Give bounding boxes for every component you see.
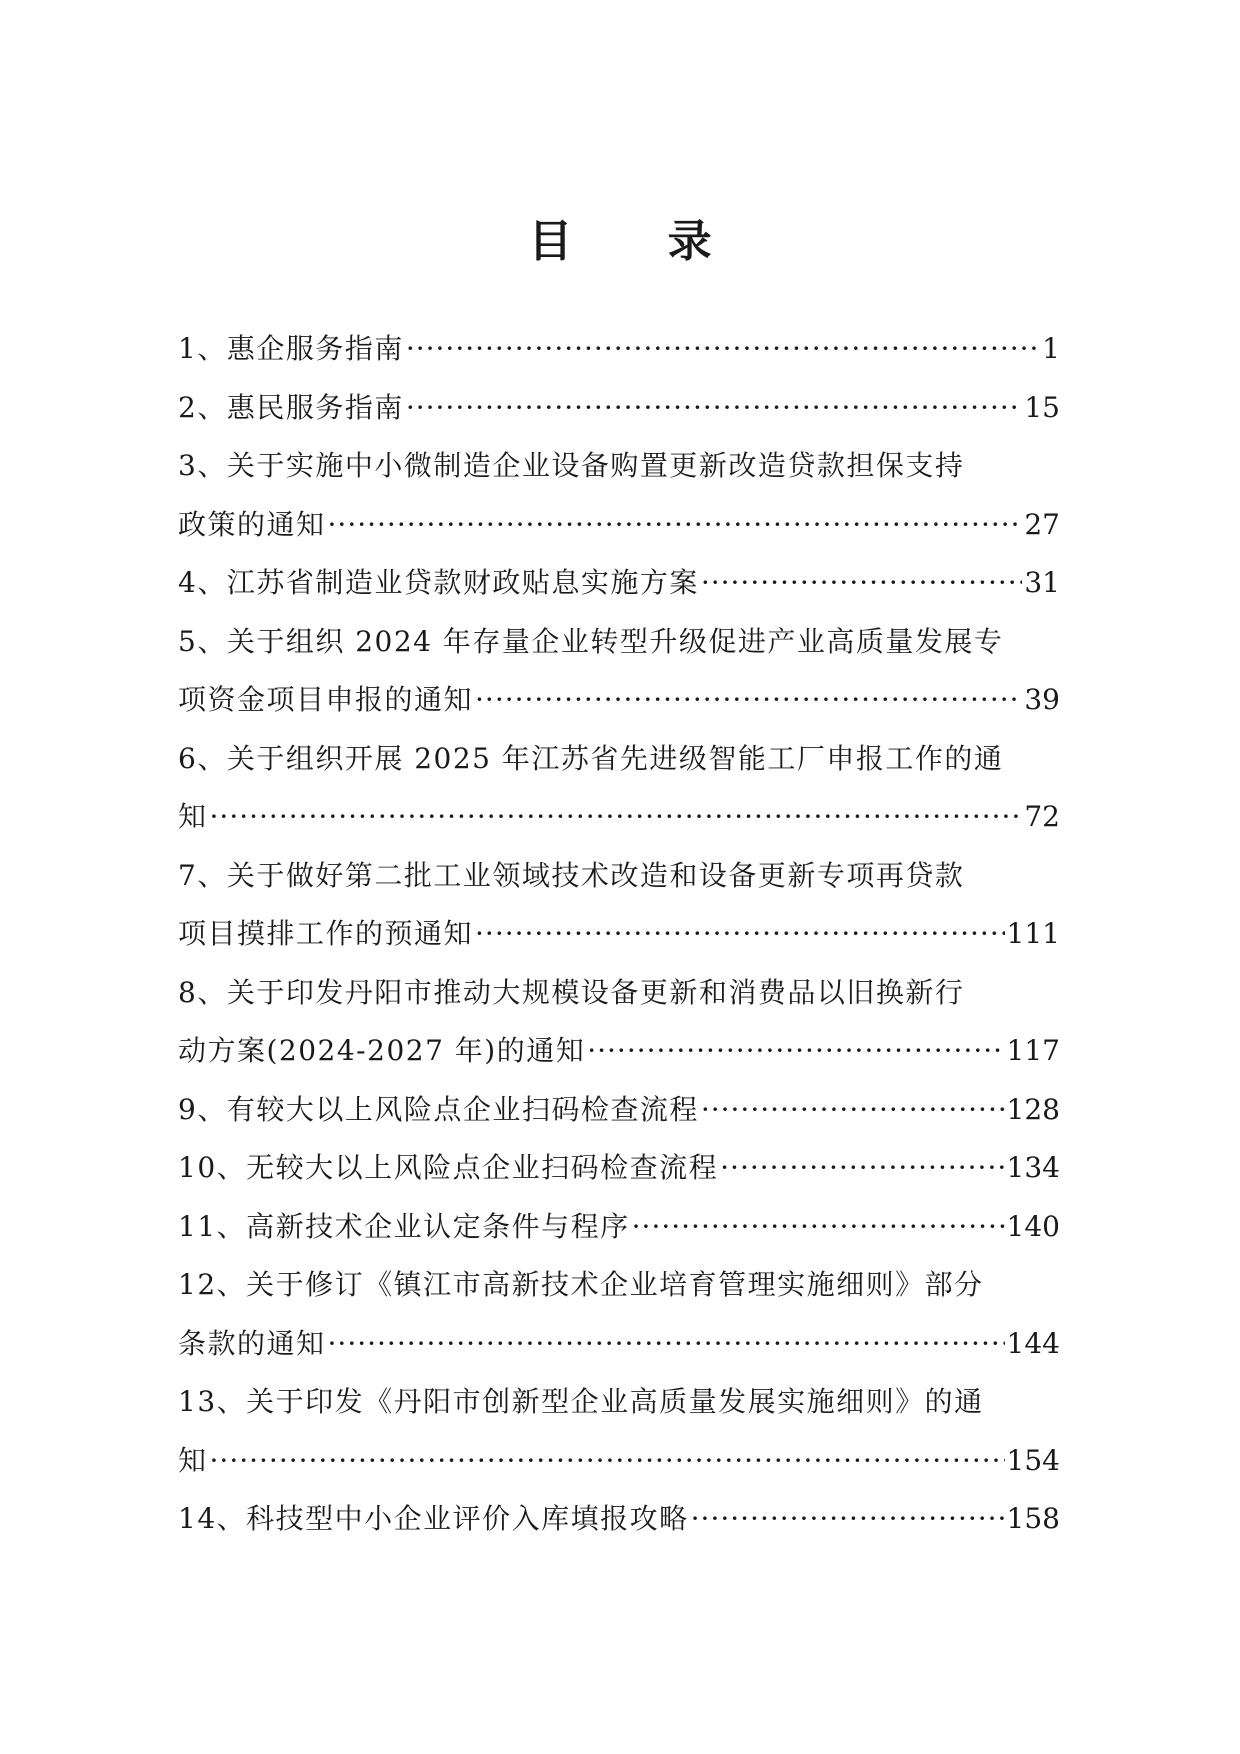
dot-leader [701, 554, 1023, 613]
toc-page-number: 111 [1006, 917, 1060, 950]
toc-entry-final-line [178, 1432, 1060, 1491]
toc-entry-title: 4、江苏省制造业贷款财政贴息实施方案 [178, 566, 699, 599]
toc-entry[interactable] [178, 379, 1060, 438]
toc-page-number: 117 [1006, 1034, 1060, 1067]
toc-entry-line: 7、关于做好第二批工业领域技术改造和设备更新专项再贷款 [178, 858, 965, 892]
toc-entry[interactable] [178, 1198, 1060, 1257]
toc-entry-final-line [178, 671, 1060, 730]
toc-entry-title: 14、科技型中小企业评价入库填报攻略 [178, 1502, 689, 1535]
toc-entry[interactable] [178, 554, 1060, 613]
dot-leader [701, 1081, 1005, 1140]
toc-entry-title: 10、无较大以上风险点企业扫码检查流程 [178, 1151, 719, 1184]
dot-leader [475, 905, 1005, 964]
dot-leader [406, 379, 1023, 438]
toc-entry-final-line [178, 905, 1060, 964]
toc-entry-final-line [178, 1315, 1060, 1374]
toc-entry[interactable] [178, 320, 1060, 379]
dot-leader [406, 320, 1040, 379]
toc-entry-line: 12、关于修订《镇江市高新技术企业培育管理实施细则》部分 [178, 1268, 984, 1301]
toc-page-number: 154 [1006, 1443, 1060, 1477]
toc-page-number: 15 [1024, 390, 1060, 424]
toc-entry-title: 2、惠民服务指南 [178, 390, 404, 424]
toc-entry-title: 动方案(2024-2027 年)的通知 [178, 1034, 586, 1067]
toc-entry-final-line [178, 554, 1060, 613]
toc-entry-final-line [178, 1081, 1060, 1140]
toc-entry-line: 13、关于印发《丹阳市创新型企业高质量发展实施细则》的通 [178, 1385, 984, 1418]
toc-entry-title: 政策的通知 [178, 507, 326, 541]
toc-entry-line: 6、关于组织开展 2025 年江苏省先进级智能工厂申报工作的通 [178, 741, 1004, 775]
toc-page-number: 31 [1024, 566, 1060, 599]
toc-entry-title: 11、高新技术企业认定条件与程序 [178, 1209, 630, 1243]
toc-entry-title: 条款的通知 [178, 1326, 326, 1360]
toc-entry-final-line [178, 320, 1060, 379]
toc-page-number: 158 [1006, 1502, 1060, 1535]
toc-entry-final-line [178, 788, 1060, 847]
toc-page-number: 128 [1006, 1092, 1060, 1126]
dot-leader [587, 1022, 1004, 1081]
toc-entry[interactable] [178, 1373, 1060, 1490]
toc-page-number: 140 [1006, 1209, 1060, 1243]
toc-entry[interactable] [178, 613, 1060, 730]
toc-entry-title: 知 [178, 1443, 208, 1477]
toc-page-number: 144 [1006, 1326, 1060, 1360]
dot-leader [475, 671, 1022, 730]
toc-page-number: 27 [1024, 507, 1060, 541]
dot-leader [210, 1432, 1005, 1491]
toc-entry-title: 项目摸排工作的预通知 [178, 917, 474, 950]
toc-entry-title: 9、有较大以上风险点企业扫码检查流程 [178, 1092, 699, 1126]
toc-entry-final-line [178, 1198, 1060, 1257]
toc-entry-final-line [178, 379, 1060, 438]
dot-leader [720, 1139, 1004, 1198]
dot-leader [691, 1490, 1005, 1549]
toc-entry-final-line [178, 1022, 1060, 1081]
toc-entry-line: 8、关于印发丹阳市推动大规模设备更新和消费品以旧换新行 [178, 975, 965, 1009]
toc-entry[interactable] [178, 1256, 1060, 1373]
toc-entry[interactable] [178, 1139, 1060, 1198]
toc-page-number: 72 [1024, 800, 1060, 833]
table-of-contents [178, 320, 1060, 1549]
toc-entry-title: 1、惠企服务指南 [178, 332, 404, 365]
toc-entry-line: 3、关于实施中小微制造企业设备购置更新改造贷款担保支持 [178, 449, 965, 482]
toc-entry[interactable] [178, 1081, 1060, 1140]
toc-entry[interactable] [178, 1490, 1060, 1549]
toc-page-number: 39 [1024, 683, 1060, 716]
toc-entry-title: 项资金项目申报的通知 [178, 683, 474, 716]
toc-entry[interactable] [178, 964, 1060, 1081]
toc-page-number: 1 [1042, 332, 1060, 365]
toc-entry-title: 知 [178, 800, 208, 833]
toc-entry[interactable] [178, 730, 1060, 847]
dot-leader [632, 1198, 1005, 1257]
page-title: 目 录 [528, 216, 752, 267]
toc-entry-final-line [178, 1490, 1060, 1549]
toc-entry-final-line [178, 496, 1060, 555]
toc-entry[interactable] [178, 437, 1060, 554]
toc-entry-line: 5、关于组织 2024 年存量企业转型升级促进产业高质量发展专 [178, 624, 1004, 658]
dot-leader [328, 496, 1023, 555]
toc-entry-final-line [178, 1139, 1060, 1198]
toc-entry[interactable] [178, 847, 1060, 964]
toc-page-number: 134 [1006, 1151, 1060, 1184]
dot-leader [210, 788, 1023, 847]
dot-leader [328, 1315, 1005, 1374]
